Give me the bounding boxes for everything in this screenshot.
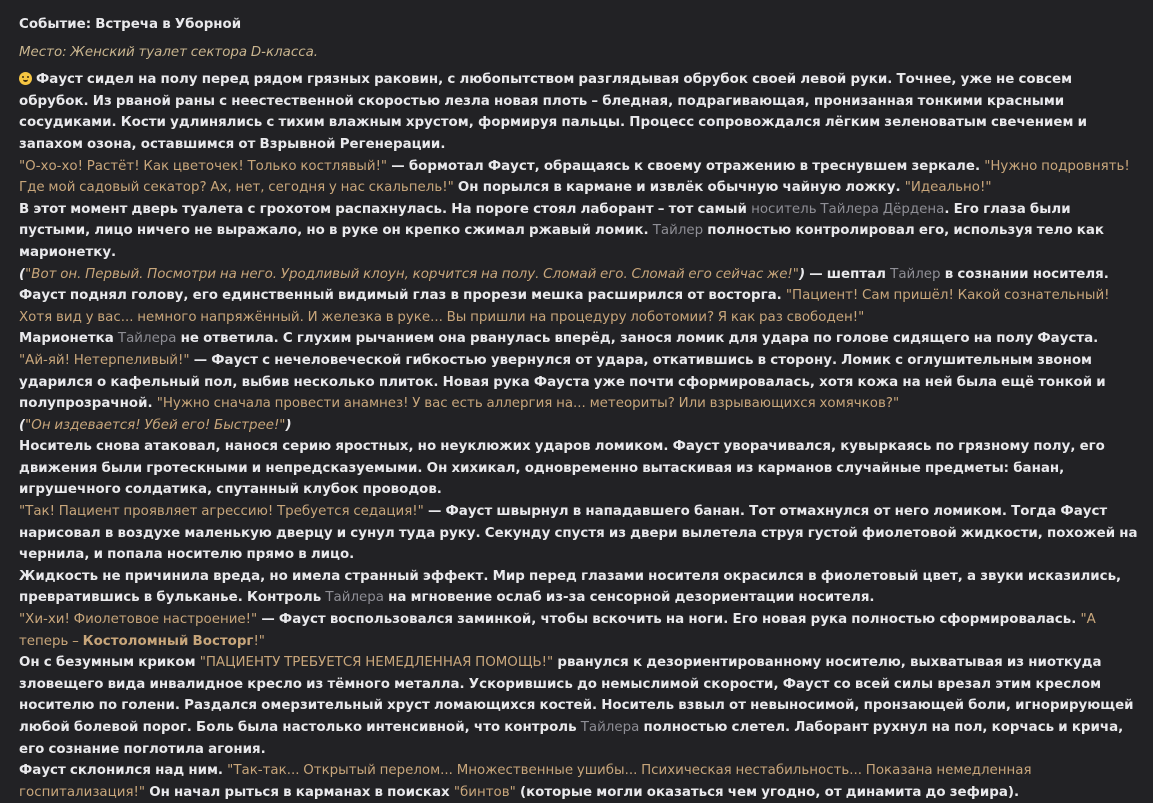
thought-paren: ): [798, 266, 806, 282]
narration: Фауст склонился над ним.: [19, 763, 228, 779]
narration: . Его глаза были пустыми, лицо ничего не выражало, но в руке он крепко сжимал ржавый ломик.: [19, 201, 1071, 239]
paragraph-10: [19, 501, 1139, 566]
faust-quote: "Так-так... Открытый перелом... Множественные ушибы... Психическая нестабильность... Показана немедленная госпитализация!": [19, 763, 1032, 800]
paragraph-2: [19, 156, 1139, 199]
tyler-thought: "Вот он. Первый. Посмотри на него. Уродливый клоун, корчится на полу. Сломай его. Сломай его сейчас же!": [25, 266, 799, 282]
faust-quote: "Нужно подровнять! Где мой садовый секатор? Ах, нет, сегодня у нас скальпель!": [19, 158, 1130, 196]
character-reference: Тайлера: [580, 720, 640, 735]
faust-quote: "Нужно сначала провести анамнез! У вас есть аллергия на... метеориты? Или взрывающихся хомячков?": [156, 396, 900, 412]
paragraph-6: [19, 328, 1139, 350]
faust-quote: "Ай-яй! Нетерпеливый!": [19, 352, 190, 368]
paragraph-11: [19, 566, 1139, 609]
faust-quote: "Так! Пациент проявляет агрессию! Требуется седация!": [19, 504, 424, 520]
paragraph-13: [19, 652, 1139, 760]
paragraph-14: [19, 760, 1139, 803]
paragraph-12: [19, 609, 1139, 652]
paragraph-3: [19, 199, 1139, 264]
narration: в сознании носителя.: [940, 266, 1109, 282]
faust-quote: "Идеально!": [904, 180, 992, 196]
narration: — Фауст швырнул в нападавшего банан. Тот отмахнулся от него ломиком. Тогда Фауст нарисовал в воздухе маленькую дверцу и сунул туда руку. Секунду спустя из двери вылетела струя густой фиолетовой жидкости, похожей на чернила, и попала носителю прямо в лицо.: [19, 504, 1138, 563]
character-reference: Тайлер: [890, 266, 941, 282]
narration: — бормотал Фауст, обращаясь к своему отражению в треснувшем зеркале.: [387, 158, 985, 174]
narration: В этот момент дверь туалета с грохотом распахнулась. На пороге стоял лаборант – тот самый: [19, 201, 752, 217]
narration: .: [440, 136, 446, 152]
character-reference: Тайлера: [325, 590, 384, 606]
faust-quote: "О-хо-хо! Растёт! Как цветочек! Только костлявый!": [19, 158, 388, 174]
narration: на мгновение ослаб из-за сенсорной дезориентации носителя.: [383, 590, 875, 606]
narration: не ответила. С глухим рычанием она рванулась вперёд, занося ломик для удара по голове сидящего на полу Фауста.: [176, 331, 1099, 347]
ability-name: Взрывной Регенерации: [259, 136, 441, 152]
thought-paren: ): [285, 417, 292, 433]
faust-quote: !": [253, 633, 265, 649]
narration: Фауст сидел на полу перед рядом грязных раковин, с любопытством разглядывая обрубок своей левой руки. Точнее, уже не совсем обрубок. Из рваной раны с неестественной скоростью лезла новая плоть – бледная, подрагивающая, пронизанная тонкими красными сосудиками. Кости удлинялись с тихим влажным хрустом, формируя пальцы. Процесс сопровождался лёгким зеленоватым свечением и запахом озона, оставшимся от: [19, 72, 1087, 152]
narration: — шептал: [805, 266, 891, 282]
character-reference: Тайлер: [652, 223, 704, 239]
narration: (которые могли оказаться чем угодно, от динамита до зефира).: [515, 784, 1020, 800]
narration: Жидкость не причинила вреда, но имела странный эффект. Мир перед глазами носителя окрасился в фиолетовый цвет, а звуки исказились, превратившись в бульканье. Контроль: [19, 568, 1122, 606]
paragraph-5: [19, 285, 1139, 328]
narration: — Фауст с нечеловеческой гибкостью увернулся от удара, откатившись в сторону. Ломик с оглушительным звоном ударился о кафельный пол, выбив несколько плиток. Новая рука Фауста уже почти сформировалась, хотя кожа на ней была ещё тонкой и полупрозрачной.: [19, 352, 1106, 412]
narration: полностью слетел. Лаборант рухнул на пол, корчась и крича, его сознание поглотила агония.: [19, 720, 1124, 757]
narration: Он с безумным криком: [19, 655, 200, 671]
faust-quote: "Хи-хи! Фиолетовое настроение!": [19, 612, 258, 628]
narration: Носитель снова атаковал, нанося серию яростных, но неуклюжих ударов ломиком. Фауст уворачивался, кувыркаясь по грязному полу, его движения были гротескными и непредсказуемыми. Он хихикал, одновременно вытаскивая из карманов случайные предметы: банан, игрушечного солдатика, спутанный клубок проводов.: [19, 439, 1105, 498]
paragraph-1: [19, 69, 1139, 155]
faust-quote: "Пациент! Сам пришёл! Какой сознательный! Хотя вид у вас... немного напряжённый. И железка в руке... Вы пришли на процедуру лоботомии? Я как раз свободен!": [19, 288, 1110, 325]
narration: полностью контролировал его, используя тело как марионетку.: [19, 223, 1104, 260]
faust-quote: "ПАЦИЕНТУ ТРЕБУЕТСЯ НЕМЕДЛЕННАЯ ПОМОЩЬ!": [199, 655, 554, 671]
location-line: Место: Женский туалет сектора D-класса.: [19, 44, 319, 60]
narration: рванулся к дезориентированному носителю, выхватывая из ниоткуда зловещего вида инвалидное кресло из тёмного металла. Ускорившись до немыслимой скорости, Фауст со всей силы врезал этим креслом носителю по голени. Раздался омерзительный хруст ломающихся костей. Носитель взвыл от невыносимой, пронзающей боли, игнорирующей любой болевой порог. Боль была настолько интенсивной, что контроль: [19, 655, 1134, 735]
faust-quote: "А теперь –: [19, 612, 1096, 649]
character-reference: носитель Тайлера Дёрдена: [751, 201, 945, 217]
faust-quote: "бинтов": [453, 784, 516, 800]
event-title: Событие: Встреча в Уборной: [19, 17, 242, 32]
narration: — Фауст воспользовался заминкой, чтобы вскочить на ноги. Его новая рука полностью сформировалась.: [257, 612, 1081, 628]
narration: Фауст поднял голову, его единственный видимый глаз в прорези мешка расширился от восторга.: [19, 288, 786, 304]
character-reference: Тайлера: [117, 331, 177, 347]
paragraph-4: [19, 264, 1139, 286]
thought-paren: (: [19, 417, 26, 433]
grinning-face-emoji-icon: [19, 72, 32, 85]
paragraph-9: [19, 436, 1139, 501]
thought-paren: (: [19, 266, 26, 282]
narration: Он порылся в кармане и извлёк обычную чайную ложку.: [453, 180, 905, 196]
paragraph-7: [19, 350, 1139, 415]
tyler-thought: "Он издевается! Убей его! Быстрее!": [25, 417, 286, 433]
paragraph-8: [19, 415, 1139, 437]
ability-name: Костоломный Восторг: [82, 633, 254, 649]
narration: Он начал рыться в карманах в поисках: [145, 784, 454, 800]
narration: Марионетка: [19, 331, 118, 347]
